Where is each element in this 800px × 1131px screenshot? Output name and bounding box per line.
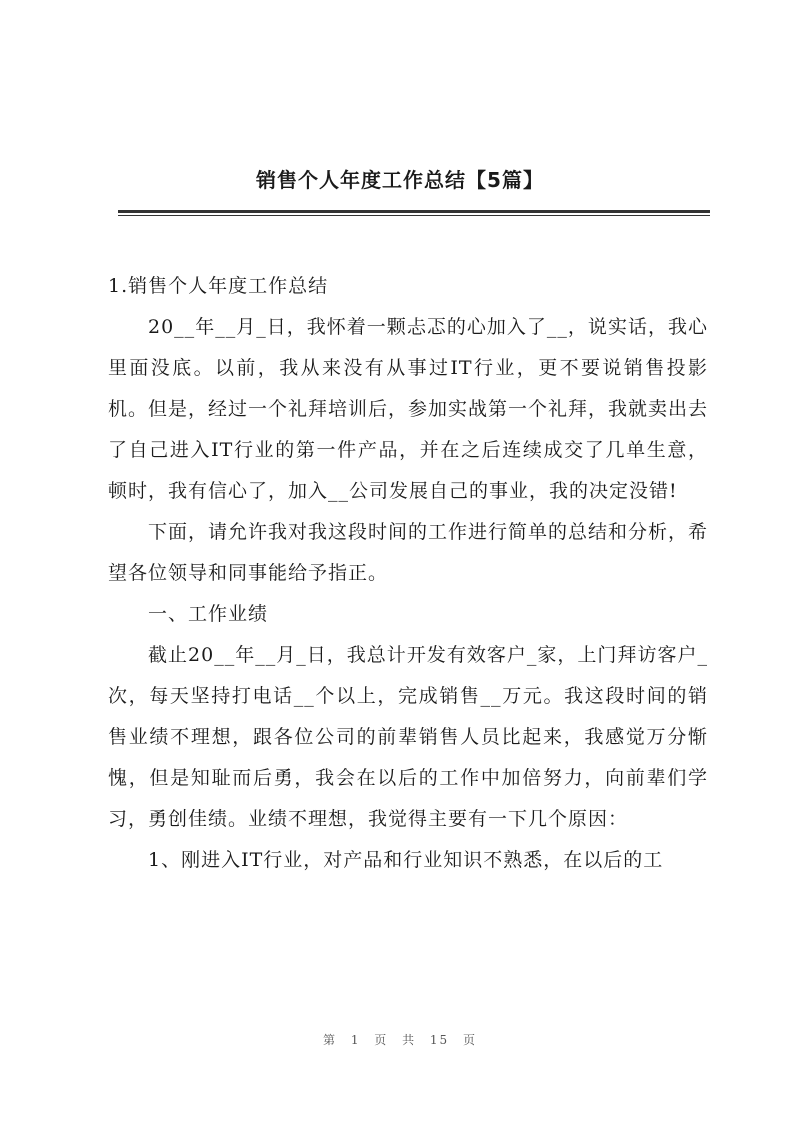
- paragraph: 20__年__月_日，我怀着一颗忐忑的心加入了__，说实话，我心里面没底。以前，我从来没有从事过IT行业，更不要说销售投影机。但是，经过一个礼拜培训后，参加实战第一个礼拜，我就卖出去了自己进入IT行业的第一件产品，并在之后连续成交了几单生意，顿时，我有信心了，加入__公司发展自己的事业，我的决定没错!: [108, 316, 709, 502]
- paragraph: 下面，请允许我对我这段时间的工作进行简单的总结和分析，希望各位领导和同事能给予指正。: [108, 521, 709, 584]
- paragraph: 截止20__年__月_日，我总计开发有效客户_家，上门拜访客户_次，每天坚持打电话__个以上，完成销售__万元。我这段时间的销售业绩不理想，跟各位公司的前辈销售人员比起来，我感觉万分惭愧，但是知耻而后勇，我会在以后的工作中加倍努力，向前辈们学习，勇创佳绩。业绩不理想，我觉得主要有一下几个原因：: [108, 644, 708, 830]
- title-divider-thin: [118, 215, 710, 216]
- page-footer: 第 1 页 共 15 页: [323, 1033, 477, 1047]
- document-body: [108, 266, 708, 881]
- section-heading: 1.销售个人年度工作总结: [108, 275, 329, 297]
- subheading: 一、工作业绩: [148, 603, 269, 625]
- paragraph: 1、刚进入IT行业，对产品和行业知识不熟悉，在以后的工: [148, 849, 664, 871]
- page-title: 销售个人年度工作总结【5篇】: [256, 168, 544, 192]
- title-divider: [118, 210, 710, 213]
